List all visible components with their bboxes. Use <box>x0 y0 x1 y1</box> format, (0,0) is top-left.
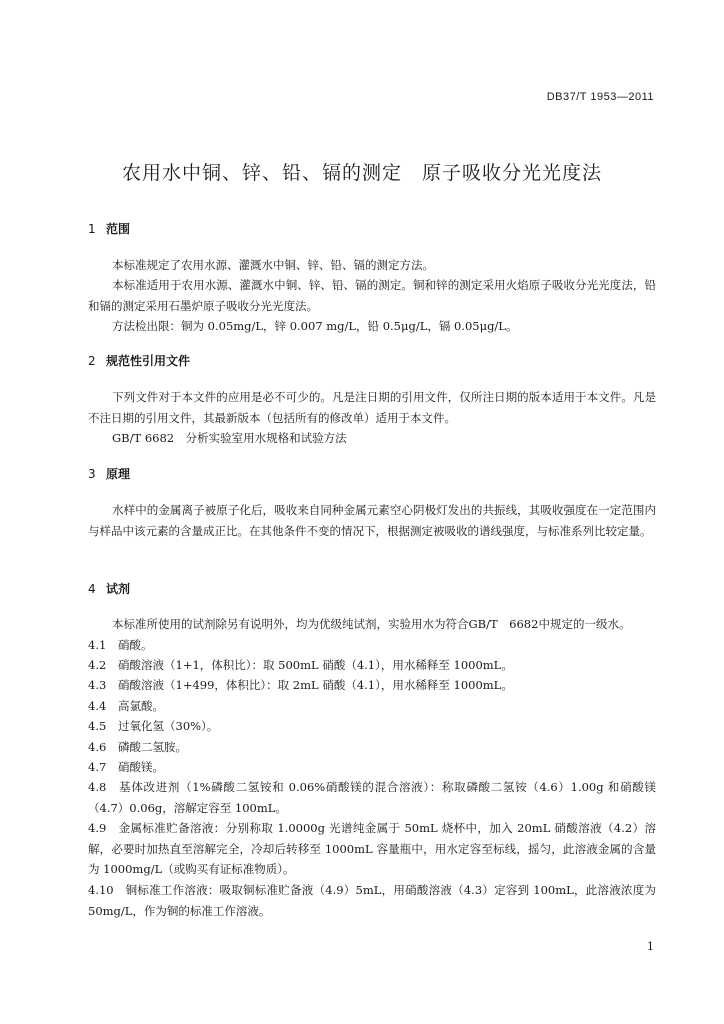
list-item: 4.4 高氯酸。 <box>88 699 164 713</box>
section-title: 范围 <box>106 222 131 236</box>
section-title: 试剂 <box>106 582 131 596</box>
section-heading-2 <box>88 352 190 369</box>
standard-code: DB37/T 1953—2011 <box>546 91 654 103</box>
section-heading-3 <box>88 465 130 482</box>
list-item: 4.6 磷酸二氢胺。 <box>88 740 187 754</box>
paragraph: 水样中的金属离子被原子化后，吸收来自同种金属元素空心阴极灯发出的共振线，其吸收强度在一定范围内与样品中该元素的含量成正比。在其他条件不变的情况下，根据测定被吸收的谱线强度，与标准系列比较定量。 <box>88 503 656 538</box>
paragraph: 本标准所使用的试剂除另有说明外，均为优级纯试剂，实验用水为符合GB/T 6682中规定的一级水。 <box>112 617 631 631</box>
list-item: 4.7 硝酸镁。 <box>88 760 164 774</box>
paragraph: 本标准适用于农用水源、灌溉水中铜、锌、铅、镉的测定。铜和锌的测定采用火焰原子吸收分光光度法，铅和镉的测定采用石墨炉原子吸收分光光度法。 <box>88 278 656 313</box>
list-item: 4.3 硝酸溶液（1+499，体积比）：取 2mL 硝酸（4.1），用水稀释至 1000mL。 <box>88 678 513 692</box>
list-item: 4.10 铜标准工作溶液：吸取铜标准贮备液（4.9）5mL，用硝酸溶液（4.3）定容到 100mL，此溶液浓度为 50mg/L，作为铜的标准工作溶液。 <box>88 883 656 918</box>
list-item: 4.5 过氧化氢（30%）。 <box>88 719 219 733</box>
section-number: 1 <box>88 222 96 236</box>
page-number: 1 <box>647 940 654 953</box>
paragraph: 方法检出限：铜为 0.05mg/L，锌 0.007 mg/L，铅 0.5μg/L，镉 0.05μg/L。 <box>112 319 518 333</box>
section-title: 原理 <box>106 467 131 481</box>
list-item: 4.1 硝酸。 <box>88 638 153 652</box>
paragraph: GB/T 6682 分析实验室用水规格和试验方法 <box>112 431 347 445</box>
paragraph: 本标准规定了农用水源、灌溉水中铜、锌、铅、镉的测定方法。 <box>112 258 434 272</box>
document-title: 农用水中铜、锌、铅、镉的测定 原子吸收分光光度法 <box>121 162 602 184</box>
section-number: 3 <box>88 467 96 481</box>
section-number: 2 <box>88 354 96 368</box>
section-heading-1 <box>88 220 130 237</box>
section-title: 规范性引用文件 <box>106 354 191 368</box>
list-item: 4.8 基体改进剂（1%磷酸二氢铵和 0.06%硝酸镁的混合溶液）：称取磷酸二氢铵（4.6）1.00g 和硝酸镁（4.7）0.06g，溶解定容至 100mL。 <box>88 780 656 815</box>
list-item: 4.2 硝酸溶液（1+1，体积比）：取 500mL 硝酸（4.1），用水稀释至 1000mL。 <box>88 658 513 672</box>
list-item: 4.9 金属标准贮备溶液：分别称取 1.0000g 光谱纯金属于 50mL 烧杯中，加入 20mL 硝酸溶液（4.2）溶解，必要时加热直至溶解完全，冷却后转移至 1000mL 容量瓶中，用水定容至标线，摇匀，此溶液金属的含量为 1000mg/L（或购买有证标准物质）。 <box>88 821 656 876</box>
section-heading-4 <box>88 580 130 597</box>
section-number: 4 <box>88 582 96 596</box>
paragraph: 下列文件对于本文件的应用是必不可少的。凡是注日期的引用文件，仅所注日期的版本适用于本文件。凡是不注日期的引用文件，其最新版本（包括所有的修改单）适用于本文件。 <box>88 390 656 425</box>
